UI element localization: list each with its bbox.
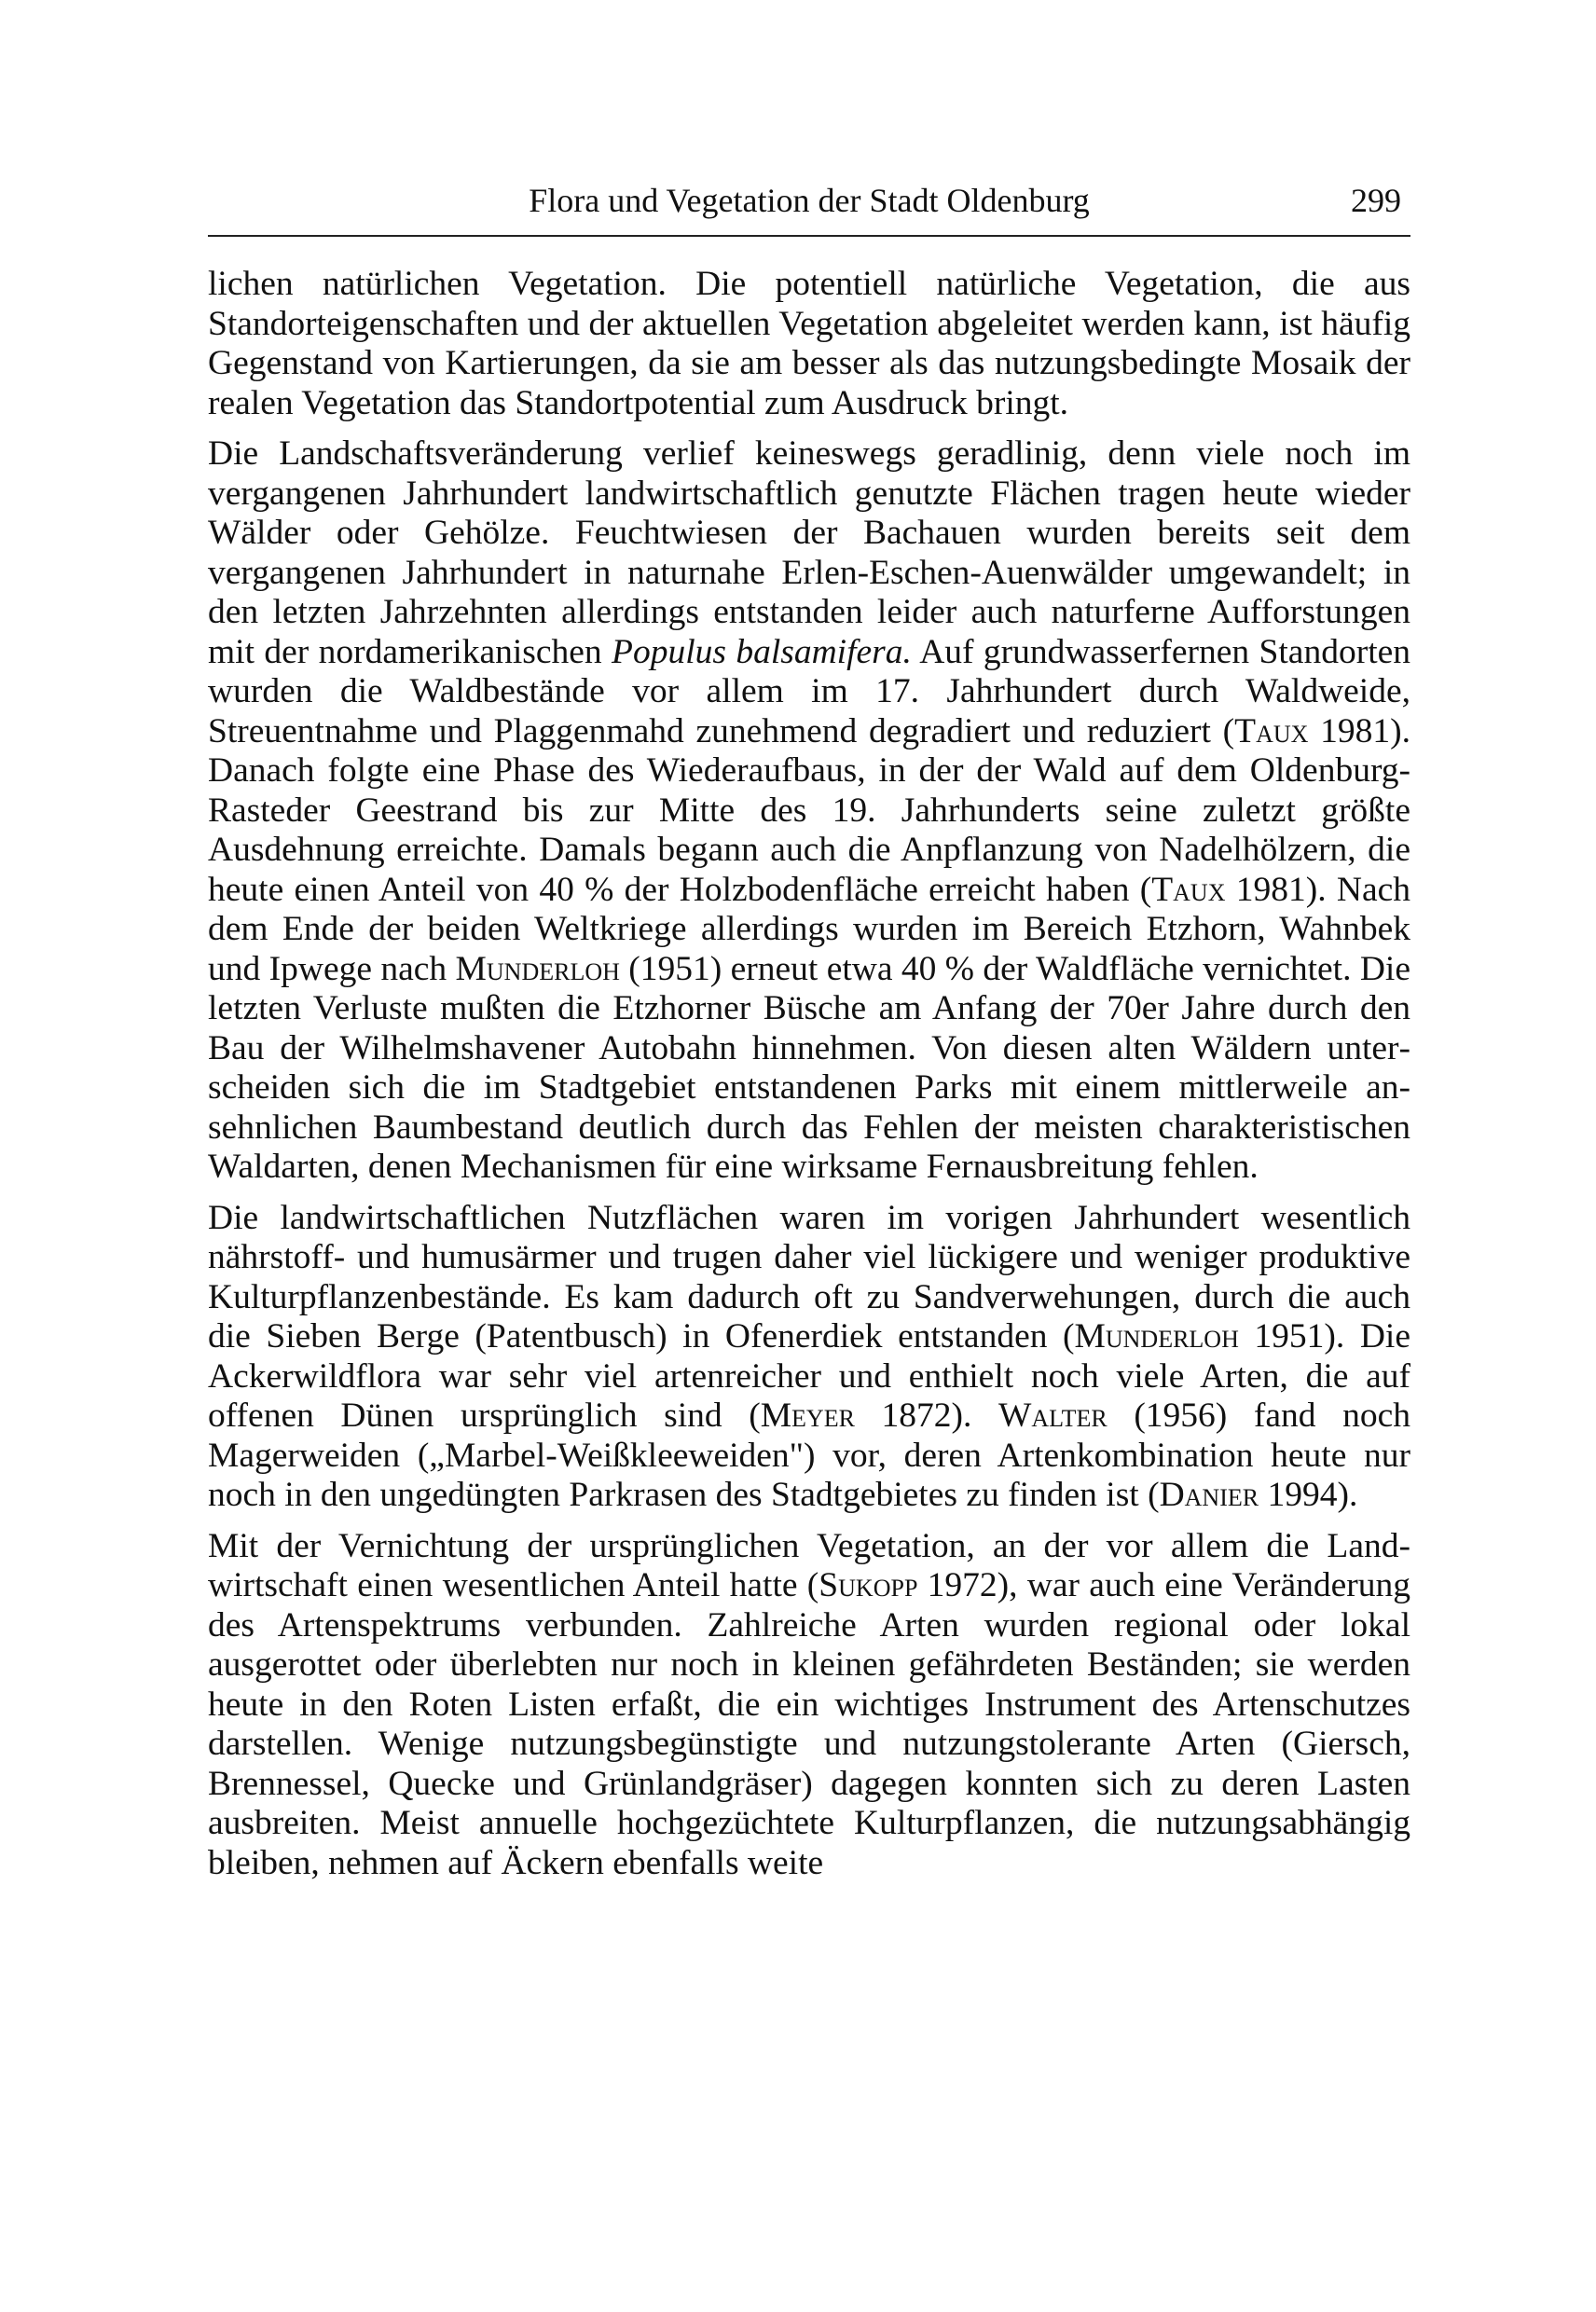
paragraph-text: 1981). Nach dem Ende der beiden Weltkriege allerdings wurden im Bereich Etzhorn, Wahnbek und Ipwege nach bbox=[208, 870, 1410, 988]
header-rule bbox=[208, 235, 1410, 237]
author-citation: Danier bbox=[1159, 1476, 1259, 1514]
paragraph-text: (1956) fand noch Magerweiden („Marbel-Weißkleeweiden") vor, deren Artenkombination heute nur noch in den ungedüngten Parkrasen des Stadtgebietes zu finden ist ( bbox=[208, 1397, 1410, 1514]
paragraph-text: (1951) erneut etwa 40 % der Waldfläche vernichtet. Die letzten Verluste mußten die Etzhorner Büsche am Anfang der 70er Jahre durch den Bau der Wilhelmshavener Autobahn hinnehmen. Von diesen alten Wäldern unterscheiden sich die im Stadtgebiet entstandenen Parks mit einem mittlerweile ansehnlichen Baumbestand deutlich durch das Fehlen der meisten charakteristischen Waldarten, denen Mechanismen für eine wirksame Fernausbreitung fehlen. bbox=[208, 949, 1410, 1186]
author-citation: Taux bbox=[1151, 870, 1226, 909]
paragraph-4 bbox=[208, 1527, 1410, 1884]
paragraph-3 bbox=[208, 1199, 1410, 1516]
running-title: Flora und Vegetation der Stadt Oldenburg bbox=[529, 182, 1090, 219]
author-citation: Munderloh bbox=[455, 949, 620, 988]
paragraph-text: 1972), war auch eine Veränderung des Artenspektrums verbunden. Zahlreiche Arten wurden regional oder lokal ausgerottet oder überlebten nur noch in kleinen gefährdeten Beständen; sie werden heute in den Roten Listen erfaßt, die ein wichtiges Instrument des Artenschutzes darstellen. Wenige nutzungsbegünstigte und nutzungstolerante Arten (Giersch, Brennessel, Quecke und Grünlandgräser) dagegen konnten sich zu deren Lasten ausbreiten. Meist annuelle hochgezüchtete Kulturpflanzen, die nutzungsabhängig bleiben, nehmen auf Äckern ebenfalls weite bbox=[208, 1566, 1410, 1882]
paragraph-text: Die Landschaftsveränderung verlief keineswegs geradlinig, denn viele noch im vergangenen Jahrhundert landwirtschaftlich genutzte Flächen tragen heute wieder Wälder oder Gehölze. Feuchtwiesen der Bachauen wurden bereits seit dem vergangenen Jahrhundert in naturnahe Erlen-Eschen-Auenwälder umgewandelt; in den letzten Jahrzehnten allerdings entstanden leider auch naturferne Aufforstungen mit der nordamerikanischen bbox=[208, 434, 1410, 671]
paragraph-text: Die landwirtschaftlichen Nutzflächen waren im vorigen Jahrhundert wesentlich nährstoff- und humusärmer und trugen daher viel lückigere und weniger produktive Kulturpflanzenbestände. Es kam dadurch oft zu Sandverwehungen, durch die auch die Sieben Berge (Patentbusch) in Ofenerdiek entstanden ( bbox=[208, 1198, 1410, 1356]
author-citation: Sukopp bbox=[819, 1566, 918, 1604]
paragraph-text: 1951). Die Ackerwildflora war sehr viel artenreicher und enthielt noch viele Arten, die auf offenen Dünen ursprünglich sind ( bbox=[208, 1317, 1410, 1435]
author-citation: Munderloh bbox=[1074, 1317, 1239, 1356]
author-citation: Taux bbox=[1234, 711, 1309, 750]
page-number: 299 bbox=[1351, 182, 1401, 219]
species-name: Populus balsamifera. bbox=[612, 632, 912, 671]
paragraph-text: lichen natürlichen Vegetation. Die potentiell natürliche Vegetation, die aus Standorteigenschaften und der aktuellen Vegetation abgeleitet werden kann, ist häufig Gegenstand von Kartierungen, da sie am besser als das nutzungsbedingte Mosaik der realen Vegetation das Standortpotential zum Ausdruck bringt. bbox=[208, 265, 1410, 422]
paragraph-text: 1981). Danach folgte eine Phase des Wiederaufbaus, in der der Wald auf dem Oldenburg-Rasteder Geestrand bis zur Mitte des 19. Jahrhunderts seine zuletzt größte Ausdehnung erreichte. Damals begann auch die Anpflanzung von Nadelhölzern, die heute einen Anteil von 40 % der Holzbodenfläche erreicht haben ( bbox=[208, 711, 1410, 909]
book-page bbox=[208, 177, 1410, 1894]
paragraph-text: 1872). bbox=[854, 1397, 998, 1435]
running-head bbox=[208, 177, 1410, 224]
paragraph-1 bbox=[208, 265, 1410, 423]
paragraph-2 bbox=[208, 434, 1410, 1188]
paragraph-text: 1994). bbox=[1259, 1476, 1358, 1514]
author-citation: Meyer bbox=[760, 1397, 855, 1435]
author-citation: Walter bbox=[998, 1397, 1108, 1435]
paragraph-text: Auf grundwasserfernen Standorten wurden die Waldbestände vor allem im 17. Jahrhundert durch Waldweide, Streuentnahme und Plaggenmahd zunehmend degradiert und reduziert ( bbox=[208, 632, 1411, 750]
paragraph-text: Mit der Vernichtung der ursprünglichen Vegetation, an der vor allem die Landwirtschaft einen wesentlichen Anteil hatte ( bbox=[208, 1526, 1410, 1604]
